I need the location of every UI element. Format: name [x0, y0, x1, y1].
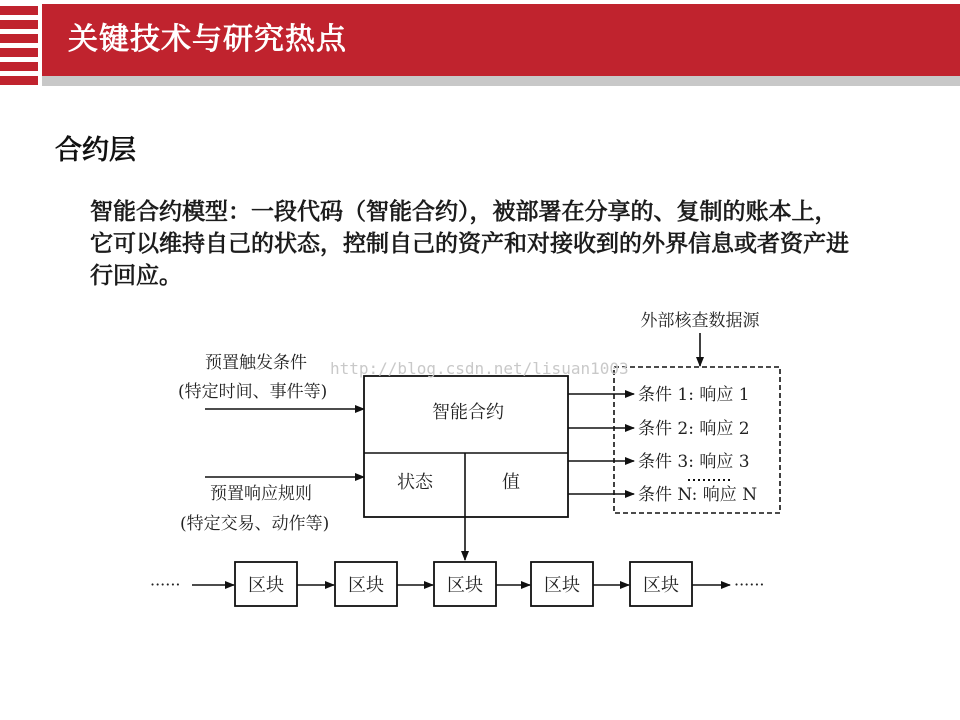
block-1-label: 区块 — [248, 575, 284, 596]
watermark-url: http://blog.csdn.net/lisuan1003 — [330, 359, 629, 378]
slide-title: 关键技术与研究热点 — [68, 22, 347, 57]
section-heading: 合约层 — [55, 135, 136, 166]
external-data-source-label: 外部核查数据源 — [640, 311, 760, 331]
condition-3-label: 条件 3: 响应 3 — [638, 452, 750, 472]
value-label: 值 — [502, 472, 520, 493]
block-3-label: 区块 — [447, 575, 483, 596]
block-2-label: 区块 — [348, 575, 384, 596]
condition-n-label: 条件 N: 响应 N — [638, 485, 758, 505]
condition-2-label: 条件 2: 响应 2 — [638, 419, 750, 439]
block-4-label: 区块 — [544, 575, 580, 596]
trigger-conditions-detail: (特定时间、事件等) — [178, 382, 328, 402]
response-rules-label: 预置响应规则 — [210, 484, 312, 504]
condition-1-label: 条件 1: 响应 1 — [638, 385, 750, 405]
chain-left-ellipsis: ······ — [150, 575, 181, 594]
description-paragraph: 智能合约模型：一段代码（智能合约），被部署在分享的、复制的账本上，它可以维持自己的状态，控制自己的资产和对接收到的外界信息或者资产进行回应。 — [90, 198, 849, 289]
smart-contract-box — [364, 376, 568, 517]
trigger-conditions-label: 预置触发条件 — [205, 353, 307, 373]
chain-right-ellipsis: ······ — [734, 575, 765, 594]
smart-contract-label: 智能合约 — [432, 402, 504, 423]
block-5-label: 区块 — [643, 575, 679, 596]
response-rules-detail: (特定交易、动作等) — [180, 514, 330, 534]
state-label: 状态 — [397, 472, 433, 493]
